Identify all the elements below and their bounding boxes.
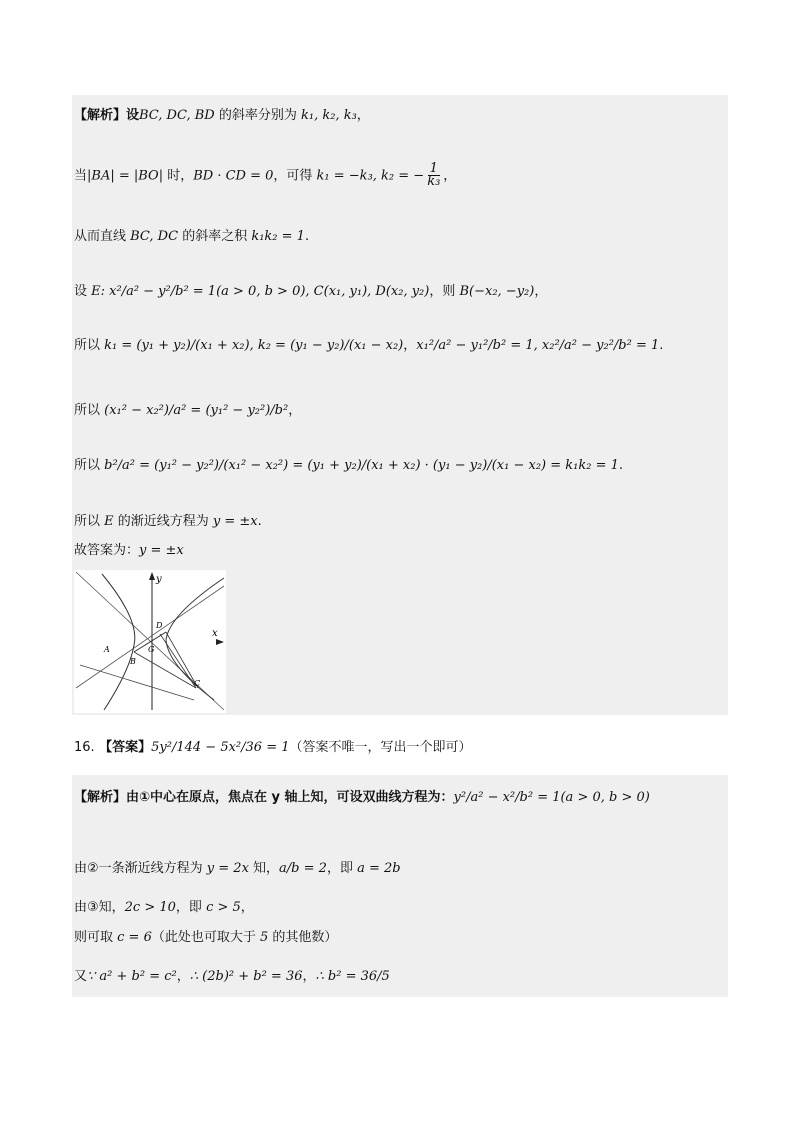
math: ∴ (2b)² + b² = 36 [189, 969, 303, 984]
answer-tag: 【答案】 [99, 740, 152, 755]
hyperbola-figure [74, 570, 226, 713]
text: 时， [163, 168, 194, 184]
sol1-line-4 [74, 281, 547, 302]
math: 2c > 10 [124, 900, 176, 915]
math: k₁ = (y₁ + y₂)/(x₁ + x₂), k₂ = (y₁ − y₂)/(x₁ − x₂) [104, 338, 404, 353]
question-number: 16. [74, 740, 95, 755]
label-a: A [104, 645, 110, 654]
text: 所以 [74, 338, 105, 353]
text: 由②一条渐近线方程为 [74, 861, 207, 876]
segment-bc [134, 652, 196, 688]
text: ， [288, 403, 302, 418]
text: ，即 [175, 900, 207, 915]
math: BD · CD = 0 [193, 168, 274, 184]
y-axis-arrow [149, 572, 155, 580]
text: 故答案为： [74, 543, 140, 558]
text: ， [356, 108, 370, 123]
analysis-tag: 【解析】设 [74, 108, 140, 123]
hyperbola-diagram [74, 570, 226, 713]
text: 则可取 [74, 930, 118, 945]
text: ，可得 [273, 168, 317, 184]
math: 5 [260, 930, 269, 945]
math: x₁²/a² − y₁²/b² = 1, x₂²/a² − y₂²/b² = 1 [416, 338, 660, 353]
text: ， [443, 168, 457, 184]
label-c: C [194, 679, 201, 688]
math: y = 2x [206, 861, 249, 876]
x-axis-arrow [216, 639, 224, 645]
math: a = 2b [357, 861, 401, 876]
text: ，即 [326, 861, 358, 876]
sol1-line-6 [74, 400, 301, 421]
math: y = ±x [212, 514, 258, 529]
text: 所以 [74, 514, 105, 529]
frac-num: 1 [429, 161, 438, 176]
math: |BA| = |BO| [87, 168, 164, 184]
text: 当 [74, 168, 88, 184]
line-ac [80, 665, 194, 700]
hyperbola-left-branch [102, 574, 135, 710]
asymptote-2 [76, 586, 224, 688]
math: k₁ = −k₃, k₂ = − [316, 168, 425, 184]
sol1-line-1 [74, 105, 370, 126]
solution-block-2 [72, 775, 728, 997]
sol1-line-9 [74, 540, 184, 561]
sol2-line-1 [74, 787, 650, 808]
sol1-line-3 [74, 226, 309, 247]
sol1-line-8 [74, 511, 262, 532]
sol2-line-3 [74, 897, 254, 918]
math: E [104, 514, 114, 529]
text: 所以 [74, 458, 105, 473]
text: 所以 [74, 403, 105, 418]
sol1-line-7 [74, 455, 623, 476]
answer-note: （答案不唯一，写出一个即可） [289, 740, 472, 755]
segment-gc [160, 634, 196, 688]
text: 设 [74, 284, 92, 299]
label-y: y [156, 574, 162, 585]
text: 从而直线 [74, 229, 131, 244]
asymptote-1 [76, 572, 224, 710]
frac-den: k₃ [427, 174, 441, 189]
label-b: B [130, 657, 136, 666]
math: k₁, k₂, k₃ [300, 108, 357, 123]
sol2-line-2 [74, 858, 401, 879]
fraction [425, 163, 442, 188]
math: B(−x₂, −y₂) [459, 284, 535, 299]
text: 【解析】由①中心在原点，焦点在 y 轴上知，可设双曲线方程为： [74, 790, 454, 805]
sol1-line-5 [74, 335, 663, 356]
math: ∵ a² + b² = c² [87, 969, 177, 984]
math: BC, DC [130, 229, 179, 244]
math: E: x²/a² − y²/b² = 1(a > 0, b > 0), C(x₁, y₁), D(x₂, y₂) [91, 284, 430, 299]
text: 的渐近线方程为 [113, 514, 213, 529]
text: ， [240, 900, 254, 915]
text: ， [302, 969, 316, 984]
math: k₁k₂ = 1 [251, 229, 305, 244]
math: b²/a² = (y₁² − y₂²)/(x₁² − x₂²) = (y₁ + y₂)/(x₁ + x₂) · (y₁ − y₂)/(x₁ − x₂) = k₁k₂ = 1 [104, 458, 619, 473]
text: 知， [248, 861, 280, 876]
text: ， [534, 284, 548, 299]
text: 又 [74, 969, 88, 984]
text: . [257, 514, 262, 529]
math: y = ±x [139, 543, 184, 558]
text: . [618, 458, 624, 473]
text: 的斜率之积 [178, 229, 252, 244]
text: ， [403, 338, 417, 353]
sol2-line-4 [74, 927, 337, 948]
text: 的其他数） [268, 930, 338, 945]
text: . [304, 229, 310, 244]
math: BC, DC, BD [139, 108, 215, 123]
text: 由③知， [74, 900, 125, 915]
math: a/b = 2 [279, 861, 327, 876]
answer-math: 5y²/144 − 5x²/36 = 1 [151, 740, 290, 755]
label-g: G [148, 645, 155, 654]
answer-16-line [74, 737, 472, 758]
sol2-line-5 [74, 966, 390, 987]
math: c = 6 [117, 930, 152, 945]
math: ∴ b² = 36/5 [315, 969, 390, 984]
text: ， [176, 969, 190, 984]
text: ，则 [429, 284, 460, 299]
math: c > 5 [206, 900, 241, 915]
sol1-line-2 [74, 163, 456, 188]
text: （此处也可取大于 [151, 930, 260, 945]
text: 的斜率分别为 [214, 108, 301, 123]
label-x: x [212, 628, 218, 639]
math: y²/a² − x²/b² = 1(a > 0, b > 0) [453, 790, 650, 805]
label-d: D [156, 621, 163, 630]
text: . [659, 338, 664, 353]
math: (x₁² − x₂²)/a² = (y₁² − y₂²)/b² [104, 403, 289, 418]
